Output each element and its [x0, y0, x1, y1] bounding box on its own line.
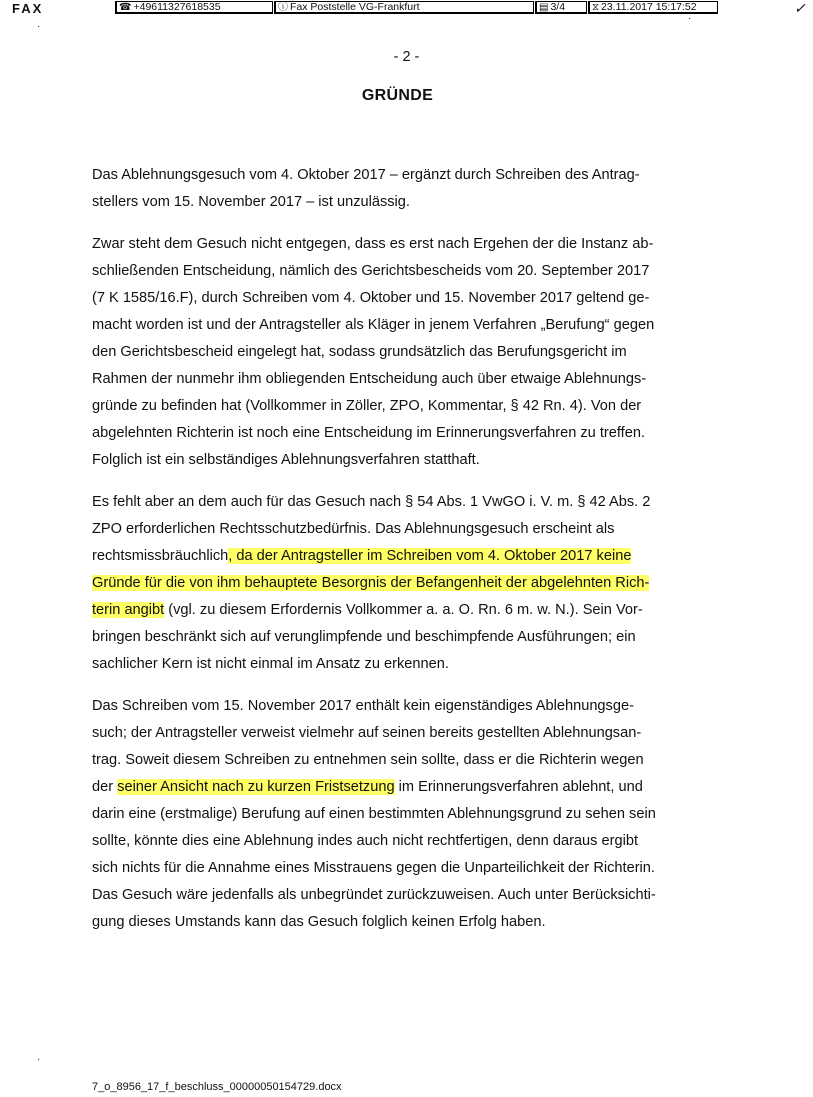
- text-line: [92, 393, 707, 420]
- text-line: [92, 624, 707, 651]
- text-segment: Folglich ist ein selbständiges Ablehnungsverfahren statthaft.: [92, 452, 480, 468]
- highlighted-text: seiner Ansicht nach zu kurzen Fristsetzung: [117, 779, 395, 795]
- text-line: [92, 285, 707, 312]
- info-icon: ⓘ: [278, 2, 288, 13]
- text-segment: macht worden ist und der Antragsteller als Kläger in jenem Verfahren „Berufung“ gegen: [92, 317, 655, 333]
- scan-speck: ·: [688, 13, 692, 24]
- text-line: [92, 882, 707, 909]
- phone-icon: ☎: [119, 2, 132, 13]
- text-line: [92, 162, 707, 189]
- text-segment: Zwar steht dem Gesuch nicht entgegen, dass es erst nach Ergehen der die Instanz ab-: [92, 236, 654, 252]
- fax-sender-name: Fax Poststelle VG-Frankfurt: [290, 1, 420, 13]
- text-line: [92, 747, 707, 774]
- text-segment: sachlicher Kern ist nicht einmal im Ansatz zu erkennen.: [92, 656, 449, 672]
- footer-filename: 7_o_8956_17_f_beschluss_00000050154729.docx: [92, 1081, 342, 1093]
- document-icon: ▤: [539, 2, 549, 13]
- text-line: [92, 855, 707, 882]
- text-line: [92, 489, 707, 516]
- text-line: [92, 570, 707, 597]
- fax-label: FAX: [12, 1, 44, 16]
- document-body: [92, 162, 707, 951]
- scan-speck: ·: [37, 1054, 41, 1065]
- section-title: GRÜNDE: [361, 87, 434, 104]
- text-segment: stellers vom 15. November 2017 – ist unzulässig.: [92, 194, 410, 210]
- text-segment: sich nichts für die Annahme eines Misstrauens gegen die Unparteilichkeit der Richterin.: [92, 860, 655, 876]
- highlighted-text: Gründe für die von ihm behauptete Besorgnis der Befangenheit der abgelehnten Rich-: [92, 575, 650, 591]
- text-segment: (7 K 1585/16.F), durch Schreiben vom 4. Oktober und 15. November 2017 geltend ge-: [92, 290, 650, 306]
- text-segment: der: [92, 779, 118, 795]
- text-line: [92, 516, 707, 543]
- text-segment: Das Ablehnungsgesuch vom 4. Oktober 2017 – ergänzt durch Schreiben des Antrag-: [92, 167, 640, 183]
- text-segment: sollte, könnte dies eine Ablehnung indes auch nicht rechtfertigen, denn daraus ergibt: [92, 833, 639, 849]
- text-line: [92, 231, 707, 258]
- text-segment: bringen beschränkt sich auf verunglimpfende und beschimpfende Ausführungen; ein: [92, 629, 636, 645]
- page-number: - 2 -: [393, 49, 420, 65]
- fax-datetime: 23.11.2017 15:17:52: [601, 1, 697, 13]
- text-segment: Es fehlt aber an dem auch für das Gesuch nach § 54 Abs. 1 VwGO i. V. m. § 42 Abs. 2: [92, 494, 651, 510]
- text-line: [92, 366, 707, 393]
- text-segment: schließenden Entscheidung, nämlich des Gerichtsbescheids vom 20. September 2017: [92, 263, 650, 279]
- text-line: [92, 693, 707, 720]
- text-line: [92, 339, 707, 366]
- text-segment: gung dieses Umstands kann das Gesuch folglich keinen Erfolg haben.: [92, 914, 546, 930]
- text-line: [92, 189, 707, 216]
- hourglass-icon: ⧖: [592, 2, 600, 13]
- scan-speck: ·: [37, 21, 41, 32]
- highlighted-text: , da der Antragsteller im Schreiben vom 4. Oktober 2017 keine: [228, 548, 632, 564]
- paragraph: [92, 231, 707, 474]
- check-mark-icon: ✓: [794, 0, 806, 16]
- text-segment: trag. Soweit diesem Schreiben zu entnehmen sein sollte, dass er die Richterin wegen: [92, 752, 644, 768]
- highlighted-text: terin angibt: [92, 602, 165, 618]
- paragraph: [92, 693, 707, 936]
- text-segment: gründe zu befinden hat (Vollkommer in Zöller, ZPO, Kommentar, § 42 Rn. 4). Von der: [92, 398, 642, 414]
- text-line: [92, 774, 707, 801]
- text-segment: im Erinnerungsverfahren ablehnt, und: [394, 779, 643, 795]
- text-line: [92, 543, 707, 570]
- text-line: [92, 720, 707, 747]
- text-segment: such; der Antragsteller verweist vielmehr auf seinen bereits gestellten Ablehnungsan-: [92, 725, 642, 741]
- text-segment: rechtsmissbräuchlich: [92, 548, 229, 564]
- text-line: [92, 651, 707, 678]
- text-line: [92, 828, 707, 855]
- text-segment: ZPO erforderlichen Rechtsschutzbedürfnis. Das Ablehnungsgesuch erscheint als: [92, 521, 615, 537]
- text-line: [92, 420, 707, 447]
- paragraph: [92, 489, 707, 678]
- fax-datetime-field: [588, 1, 718, 14]
- fax-page-count: 3/4: [550, 1, 566, 13]
- fax-phone-number: +49611327618535: [133, 1, 221, 13]
- text-line: [92, 597, 707, 624]
- text-segment: darin eine (erstmalige) Berufung auf einen bestimmten Ablehnungsgrund zu sehen sein: [92, 806, 656, 822]
- text-segment: Das Gesuch wäre jedenfalls als unbegründet zurückzuweisen. Auch unter Berücksichti-: [92, 887, 656, 903]
- text-line: [92, 447, 707, 474]
- fax-phone-field: [115, 1, 273, 14]
- text-segment: abgelehnten Richterin ist noch eine Entscheidung im Erinnerungsverfahren zu treffen.: [92, 425, 646, 441]
- text-line: [92, 258, 707, 285]
- text-segment: (vgl. zu diesem Erfordernis Vollkommer a. a. O. Rn. 6 m. w. N.). Sein Vor-: [164, 602, 643, 618]
- text-line: [92, 909, 707, 936]
- text-segment: den Gerichtsbescheid eingelegt hat, sodass grundsätzlich das Berufungsgericht im: [92, 344, 627, 360]
- fax-pages-field: [535, 1, 587, 14]
- text-line: [92, 312, 707, 339]
- paragraph: [92, 162, 707, 216]
- text-segment: Das Schreiben vom 15. November 2017 enthält kein eigenständiges Ablehnungsge-: [92, 698, 634, 714]
- text-line: [92, 801, 707, 828]
- fax-sender-field: [274, 1, 534, 14]
- text-segment: Rahmen der nunmehr ihm obliegenden Entscheidung auch über etwaige Ablehnungs-: [92, 371, 647, 387]
